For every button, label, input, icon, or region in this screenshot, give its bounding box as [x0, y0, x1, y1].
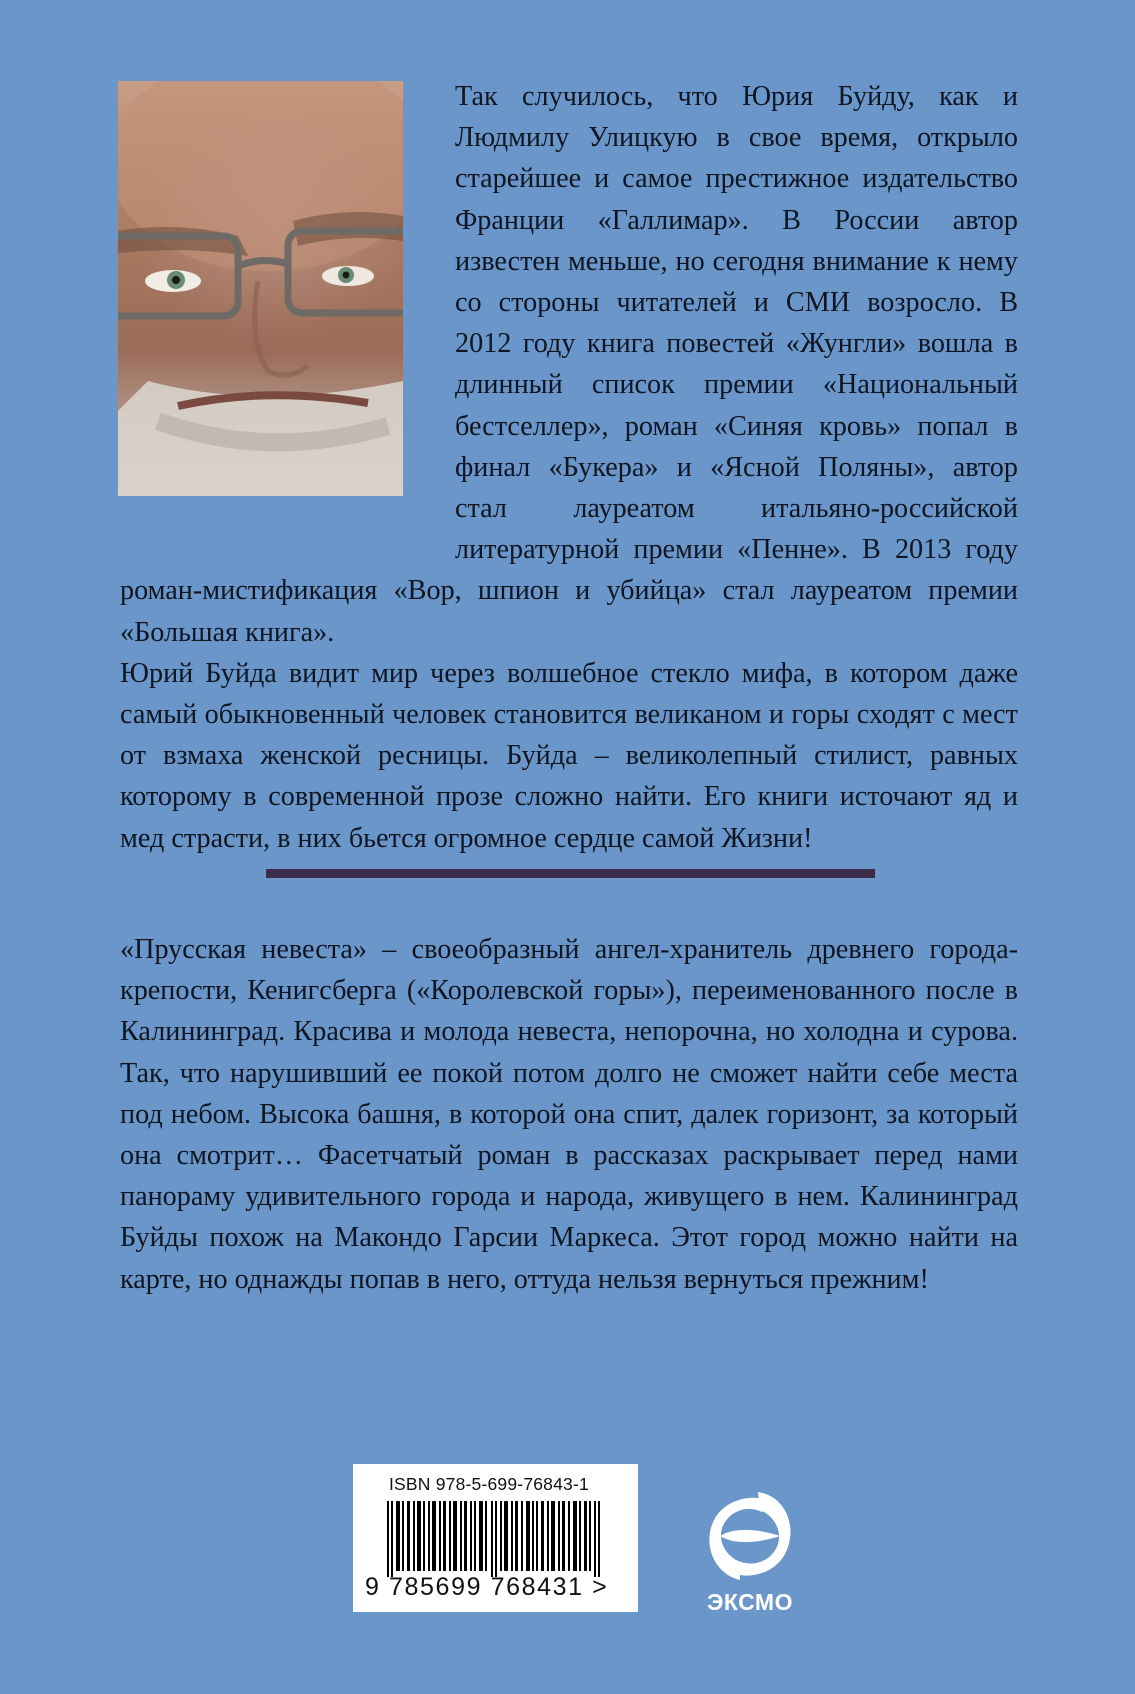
isbn-label: ISBN 978-5-699-76843-1: [389, 1474, 589, 1494]
bio-paragraph-2: Юрий Буйда видит мир через волшебное стекло мифа, в котором даже самый обыкновенный человек становится великаном и горы сходят с мест от взмаха женской ресницы. Буйда – великолепный стилист, равных которому в современной прозе сложно найти. Его книги источают яд и мед страсти, в них бьется огромное сердце самой Жизни!: [120, 657, 1018, 854]
section-divider: [266, 869, 875, 878]
publisher-name: ЭКСМО: [707, 1589, 793, 1615]
book-synopsis: [120, 929, 1018, 1300]
barcode-digits: 9 785699 768431 >: [365, 1573, 609, 1601]
eksmo-logo-icon: [700, 1486, 800, 1586]
barcode-bars-icon: [387, 1501, 607, 1577]
publisher-logo: [700, 1486, 800, 1616]
bio-paragraph-1: Так случилось, что Юрия Буйду, как и Людмилу Улицкую в свое время, открыло старейшее и самое престижное издательство Франции «Галлимар». В России автор известен меньше, но сегодня внимание к нему со стороны читателей и СМИ возросло. В 2012 году книга повестей «Жунгли» вошла в длинный список премии «Национальный бестселлер», роман «Синяя кровь» попал в финал «Букера» и «Ясной Поляны», автор стал лауреатом итальяно-российской литературной премии «Пенне». В 2013 году роман-мистификация «Вор, шпион и убийца» стал лауреатом премии «Большая книга».: [120, 81, 1018, 648]
barcode-box: [353, 1464, 638, 1612]
synopsis-paragraph: «Прусская невеста» – своеобразный ангел-хранитель древнего города-крепости, Кенигсберга («Королевской горы»), переименованного после в Калининград. Красива и молода невеста, непорочна, но холодна и сурова. Так, что нарушивший ее покой потом долго не сможет найти себе места под небом. Высока башня, в которой она спит, далек горизонт, за который она смотрит… Фасетчатый роман в рассказах раскрывает перед нами панораму удивительного города и народа, живущего в нем. Калининград Буйды похож на Макондо Гарсии Маркеса. Этот город можно найти на карте, но однажды попав в него, оттуда нельзя вернуться прежним!: [120, 934, 1018, 1295]
author-bio: [120, 76, 1018, 859]
